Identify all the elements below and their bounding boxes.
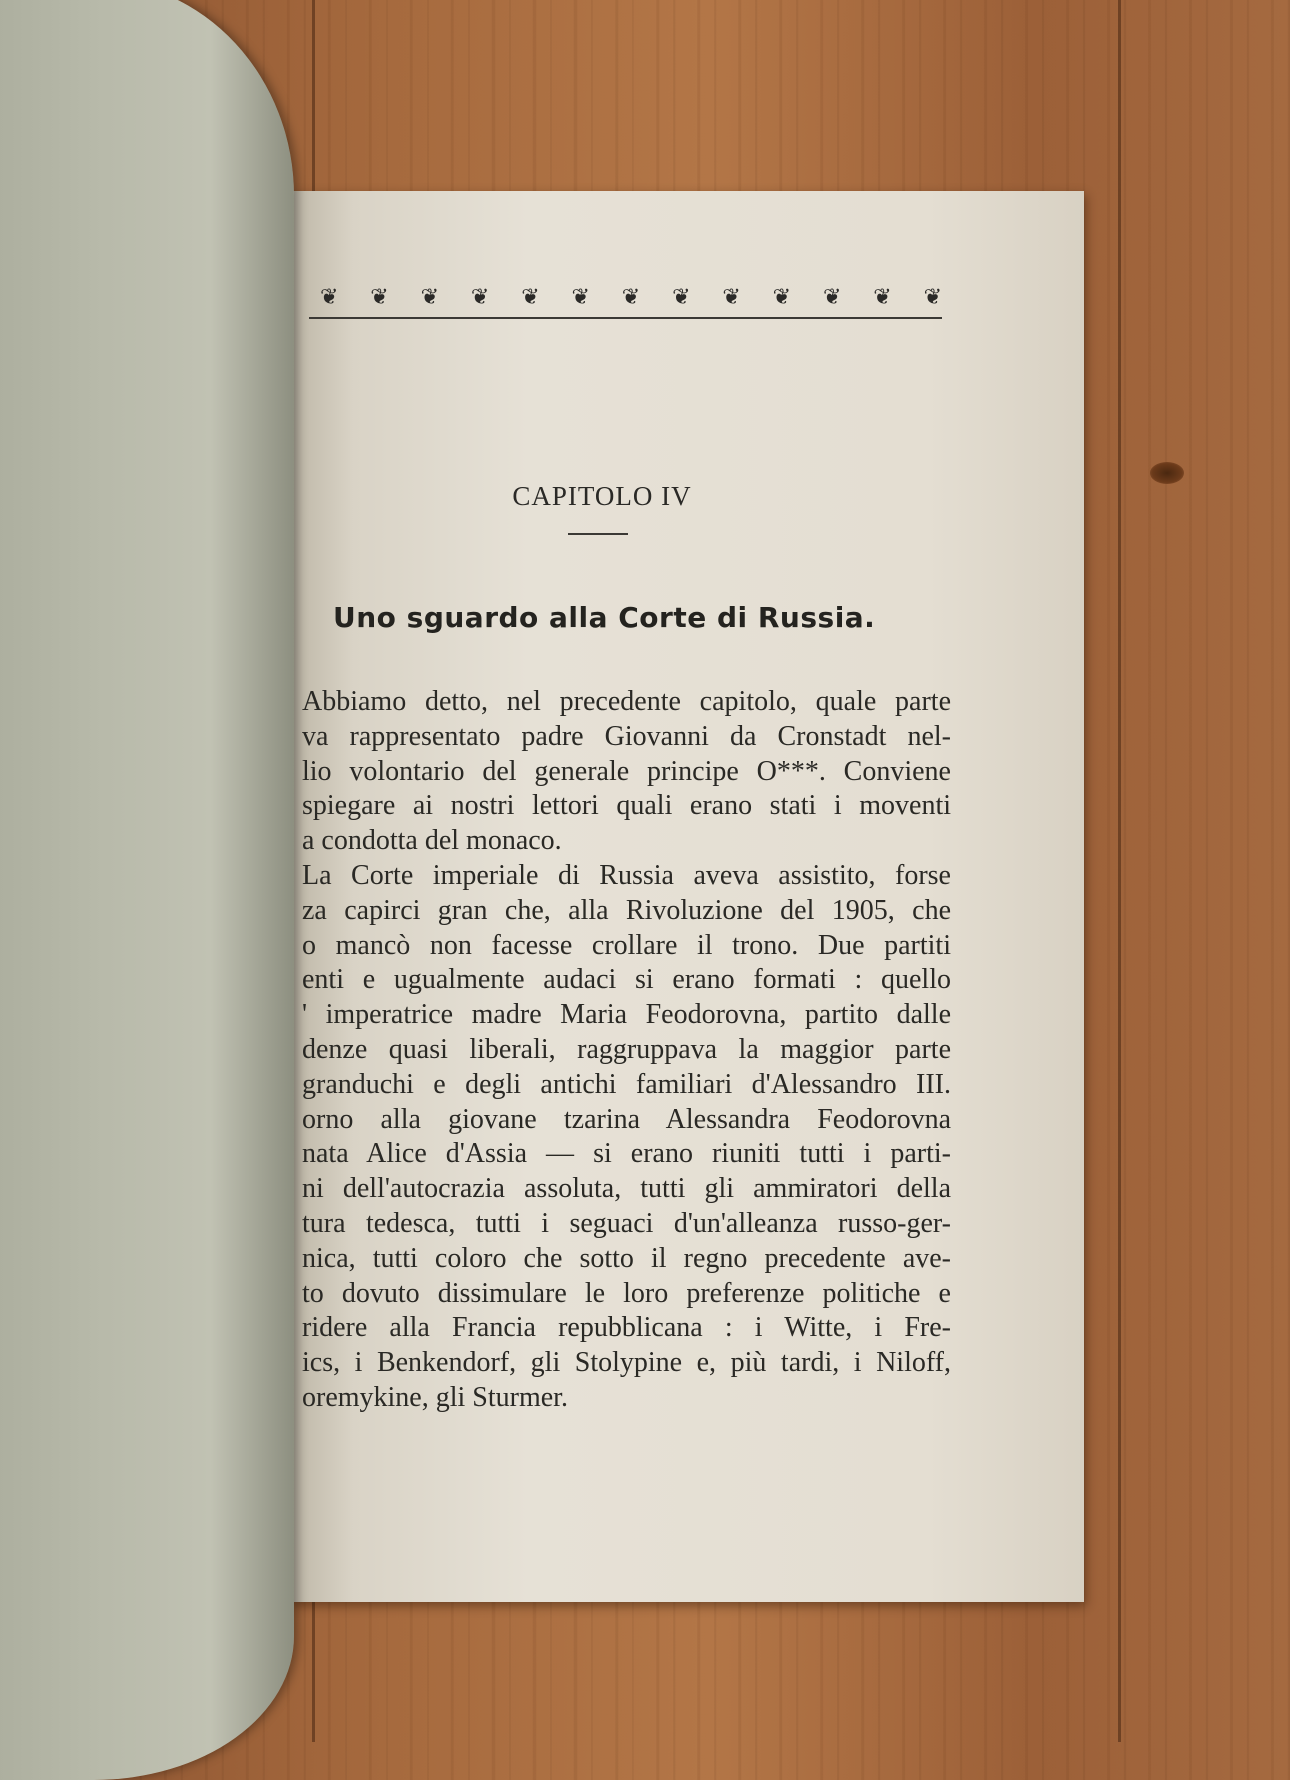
chapter-divider [568,533,628,535]
text-line: nica, tutti coloro che sotto il regno precedente ave- [302,1242,951,1274]
text-line: za capirci gran che, alla Rivoluzione del 1905, che [302,894,951,926]
text-line: denze quasi liberali, raggruppava la maggior parte [302,1033,951,1065]
header-rule [309,317,942,319]
fleuron-icon: ❦ [923,285,942,310]
text-line: nata Alice d'Assia — si erano riuniti tutti i parti- [302,1138,951,1170]
text-line: La Corte imperiale di Russia aveva assistito, forse [302,859,951,891]
ornament-row [320,285,942,310]
text-line: ni dell'autocrazia assoluta, tutti gli ammiratori della [302,1173,951,1205]
fleuron-icon: ❦ [722,285,741,310]
fleuron-icon: ❦ [470,285,490,310]
wood-knot [1150,462,1184,484]
book-page [290,191,1084,1602]
fleuron-icon: ❦ [672,285,691,310]
fleuron-icon: ❦ [521,285,540,310]
fleuron-icon: ❦ [370,285,389,310]
chapter-heading: CAPITOLO IV [512,481,692,511]
text-line: o mancò non facesse crollare il trono. Due partiti [302,929,951,961]
text-line: a condotta del monaco. [302,825,562,857]
fleuron-icon: ❦ [320,285,339,310]
text-line: ics, i Benkendorf, gli Stolypine e, più tardi, i Niloff, [302,1347,951,1379]
text-line: ' imperatrice madre Maria Feodorovna, partito dalle [302,999,951,1031]
text-line: orno alla giovane tzarina Alessandra Feodorovna [302,1103,951,1135]
fleuron-icon: ❦ [621,285,641,310]
text-line: tura tedesca, tutti i seguaci d'un'alleanza russo-ger- [302,1207,951,1239]
fleuron-icon: ❦ [772,285,792,310]
text-line: va rappresentato padre Giovanni da Cronstadt nel- [302,720,951,752]
left-page-curl [0,0,294,1780]
text-line: to dovuto dissimulare le loro preferenze politiche e [302,1277,951,1309]
body-text [302,685,951,1416]
text-line: oremykine, gli Sturmer. [302,1381,568,1413]
wood-plank-seam [1118,0,1121,1742]
fleuron-icon: ❦ [822,285,842,310]
text-line: granduchi e degli antichi familiari d'Alessandro III. [302,1068,951,1100]
text-line: ridere alla Francia repubblicana : i Witte, i Fre- [302,1312,951,1344]
text-line: enti e ugualmente audaci si erano formati : quello [302,964,951,996]
text-line: lio volontario del generale principe O***. Conviene [302,755,951,787]
text-line: spiegare ai nostri lettori quali erano stati i moventi [302,790,951,822]
chapter-title: Uno sguardo alla Corte di Russia. [333,601,876,634]
fleuron-icon: ❦ [873,285,892,310]
fleuron-icon: ❦ [420,285,440,310]
text-line: Abbiamo detto, nel precedente capitolo, quale parte [302,686,951,717]
fleuron-icon: ❦ [571,285,590,310]
